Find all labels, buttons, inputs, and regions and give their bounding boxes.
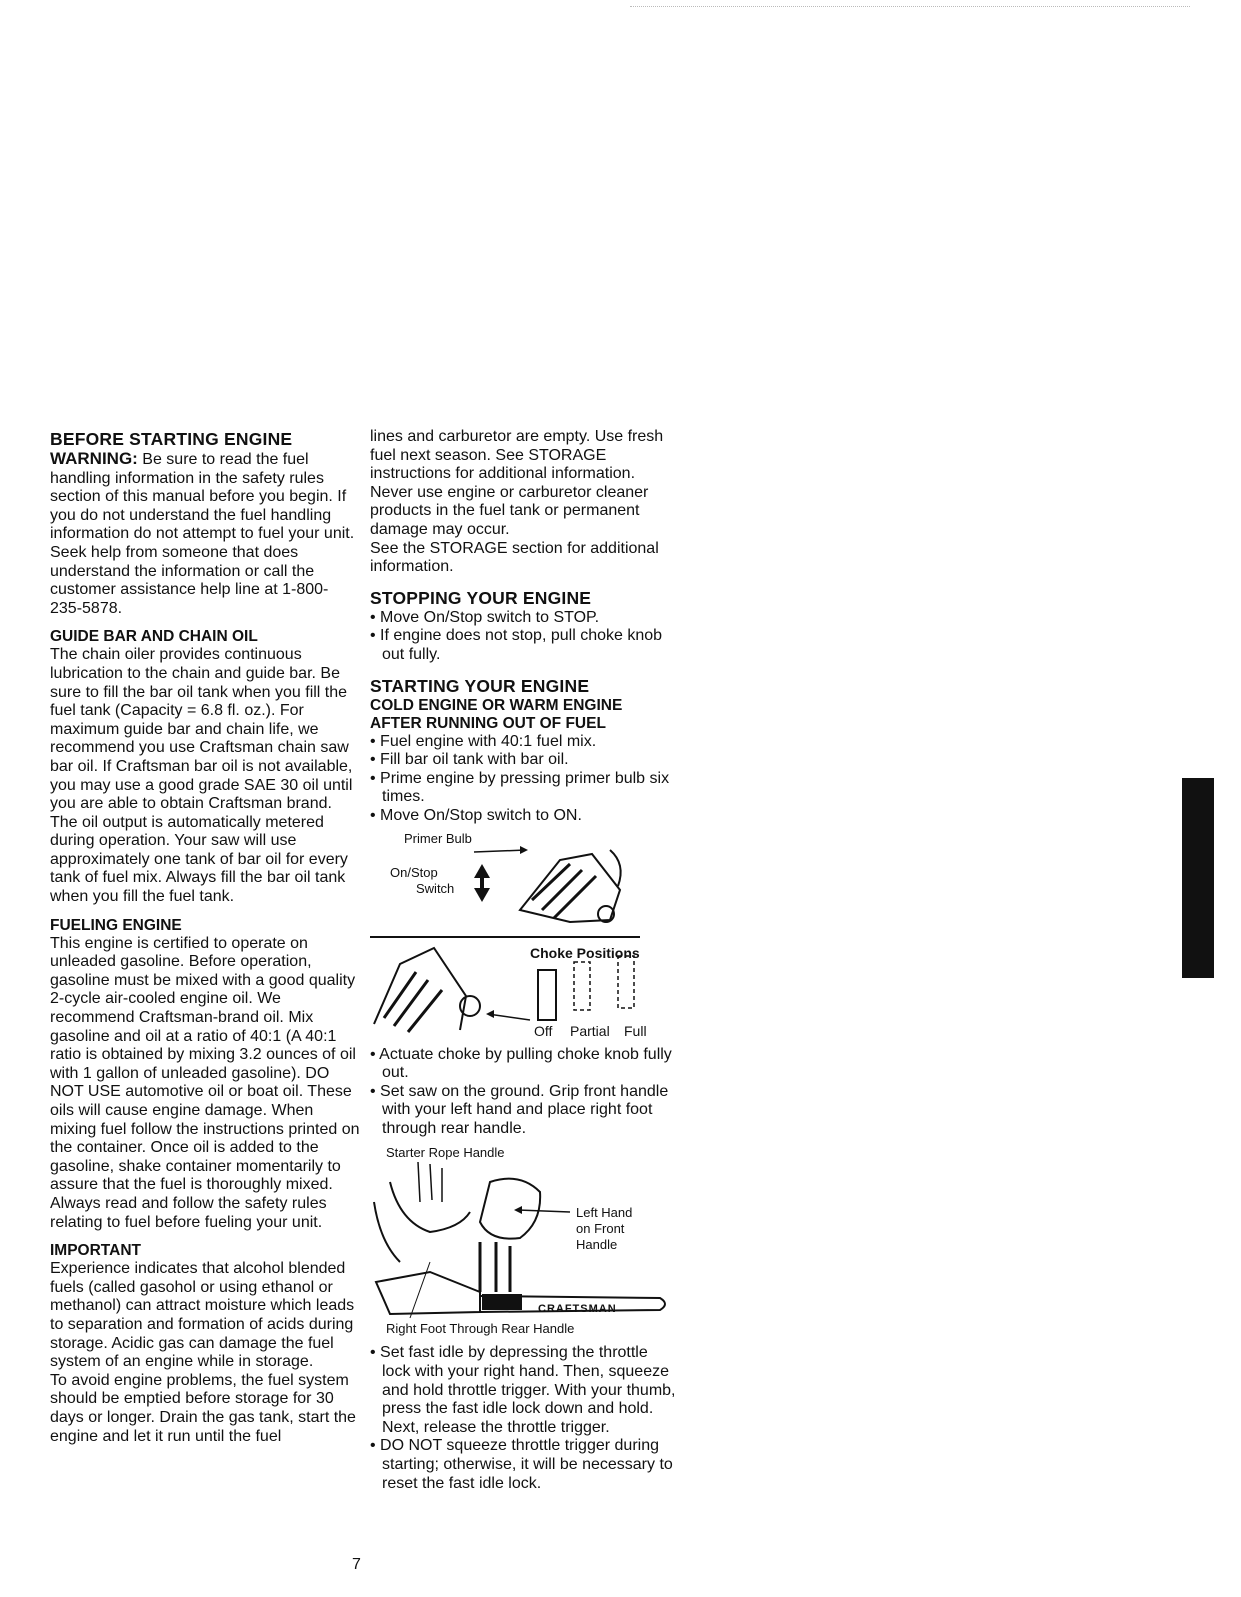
warning-label: WARNING:	[50, 449, 138, 468]
section-guide-bar	[50, 628, 360, 906]
craftsman-logo: CRAFTSMAN	[538, 1303, 617, 1316]
caption-on-front: on Front	[576, 1221, 625, 1237]
figure-divider	[370, 936, 640, 938]
warning-paragraph	[50, 450, 360, 618]
subheading-cold-engine: COLD ENGINE OR WARM ENGINE	[370, 696, 623, 714]
section-before-starting	[50, 428, 360, 618]
figure-primer-switch	[370, 830, 670, 930]
stopping-bullet: • Move On/Stop switch to STOP.	[370, 609, 680, 628]
caption-choke-full: Full	[624, 1022, 647, 1039]
caption-switch: Switch	[416, 880, 455, 896]
heading-starting: STARTING YOUR ENGINE	[370, 675, 590, 696]
starting-bullet: • Fill bar oil tank with bar oil.	[370, 751, 680, 770]
heading-before-starting: BEFORE STARTING ENGINE	[50, 429, 293, 449]
caption-right-foot: Right Foot Through Rear Handle	[386, 1321, 575, 1337]
left-column	[50, 428, 360, 1456]
important-text-1: Experience indicates that alcohol blended fuels (called gasohol or using ethanol or methanol) can attract moisture which leads to separation and formation of acids during storage. Acidic gas can damage the fuel system of an engine while in storage.	[50, 1260, 355, 1371]
starting-bullet: • Set fast idle by depressing the throttle lock with your right hand. Then, squeeze and hold throttle trigger. With your thumb, press the fast idle lock down and hold. Next, release the throttle trigger.	[370, 1344, 680, 1437]
heading-guide-bar: GUIDE BAR AND CHAIN OIL	[50, 628, 258, 646]
heading-stopping: STOPPING YOUR ENGINE	[370, 587, 592, 608]
caption-choke-partial: Partial	[570, 1022, 610, 1039]
scan-artifact-line	[630, 6, 1190, 7]
caption-handle: Handle	[576, 1237, 618, 1253]
warning-text: Be sure to read the fuel handling information in the safety rules section of this manual before you begin. If you do not understand the fuel handling information do not attempt to fuel your unit. Seek help from someone that does understand the information or call the customer assistance help line at 1-800-235-5878.	[50, 451, 355, 617]
section-fueling	[50, 917, 360, 1233]
section-stopping	[370, 587, 680, 665]
subheading-after-running-out: AFTER RUNNING OUT OF FUEL	[370, 714, 606, 732]
caption-left-hand: Left Hand	[576, 1205, 633, 1221]
starting-bullet: • Actuate choke by pulling choke knob fully out.	[370, 1046, 680, 1083]
continued-text-3: See the STORAGE section for additional information.	[370, 539, 659, 576]
starting-bullet: • DO NOT squeeze throttle trigger during starting; otherwise, it will be necessary to reset the fast idle lock.	[370, 1437, 680, 1493]
figure-starting-position	[370, 1142, 680, 1338]
figure-choke-positions	[370, 944, 670, 1040]
guide-bar-text: The chain oiler provides continuous lubrication to the chain and guide bar. Be sure to fill the bar oil tank when you fill the fuel tank (Capacity = 6.8 fl. oz.). For maximum guide bar and chain life, we recommend you use Craftsman chain saw bar oil. If Craftsman bar oil is not available, you may use a good grade SAE 30 oil until you are able to obtain Craftsman brand. The oil output is automatically metered during operation. Your saw will use approximately one tank of bar oil for every tank of fuel mix. Always fill the bar oil tank when you fill the fuel tank.	[50, 646, 353, 906]
stopping-bullet: • If engine does not stop, pull choke knob out fully.	[370, 627, 680, 664]
caption-choke-positions: Choke Positions	[530, 944, 640, 961]
continued-text-2: Never use engine or carburetor cleaner products in the fuel tank or permanent damage may occur.	[370, 483, 649, 538]
section-important	[50, 1242, 360, 1446]
starting-bullet: • Move On/Stop switch to ON.	[370, 807, 680, 826]
section-starting	[370, 675, 680, 1494]
starting-drawing	[370, 1142, 680, 1338]
heading-fueling: FUELING ENGINE	[50, 916, 182, 934]
starting-bullet: • Set saw on the ground. Grip front handle with your left hand and place right foot through rear handle.	[370, 1083, 680, 1139]
caption-primer-bulb: Primer Bulb	[404, 830, 472, 846]
right-column	[370, 428, 680, 1493]
heading-important: IMPORTANT	[50, 1242, 141, 1260]
page-number: 7	[352, 1556, 361, 1573]
section-tab-marker	[1182, 778, 1214, 978]
caption-starter-rope: Starter Rope Handle	[386, 1145, 505, 1161]
fueling-text: This engine is certified to operate on unleaded gasoline. Before operation, gasoline must be mixed with a good quality 2-cycle air-cooled engine oil. We recommend Craftsman-brand oil. Mix gasoline and oil at a ratio of 40:1 (A 40:1 ratio is obtained by mixing 3.2 ounces of oil with 1 gallon of unleaded gasoline). DO NOT USE automotive oil or boat oil. These oils will cause engine damage. When mixing fuel follow the instructions printed on the container. Once oil is added to the gasoline, shake container momentarily to assure that the fuel is thoroughly mixed. Always read and follow the safety rules relating to fuel before fueling your unit.	[50, 934, 360, 1231]
caption-choke-off: Off	[534, 1022, 553, 1039]
continued-text-1: lines and carburetor are empty. Use fresh fuel next season. See STORAGE instructions for additional information.	[370, 428, 664, 483]
starting-bullet: • Prime engine by pressing primer bulb six times.	[370, 770, 680, 807]
starting-bullet: • Fuel engine with 40:1 fuel mix.	[370, 733, 680, 752]
caption-on-stop: On/Stop	[390, 864, 438, 880]
important-text-2: To avoid engine problems, the fuel system should be emptied before storage for 30 days or longer. Drain the gas tank, start the engine and let it run until the fuel	[50, 1371, 356, 1445]
